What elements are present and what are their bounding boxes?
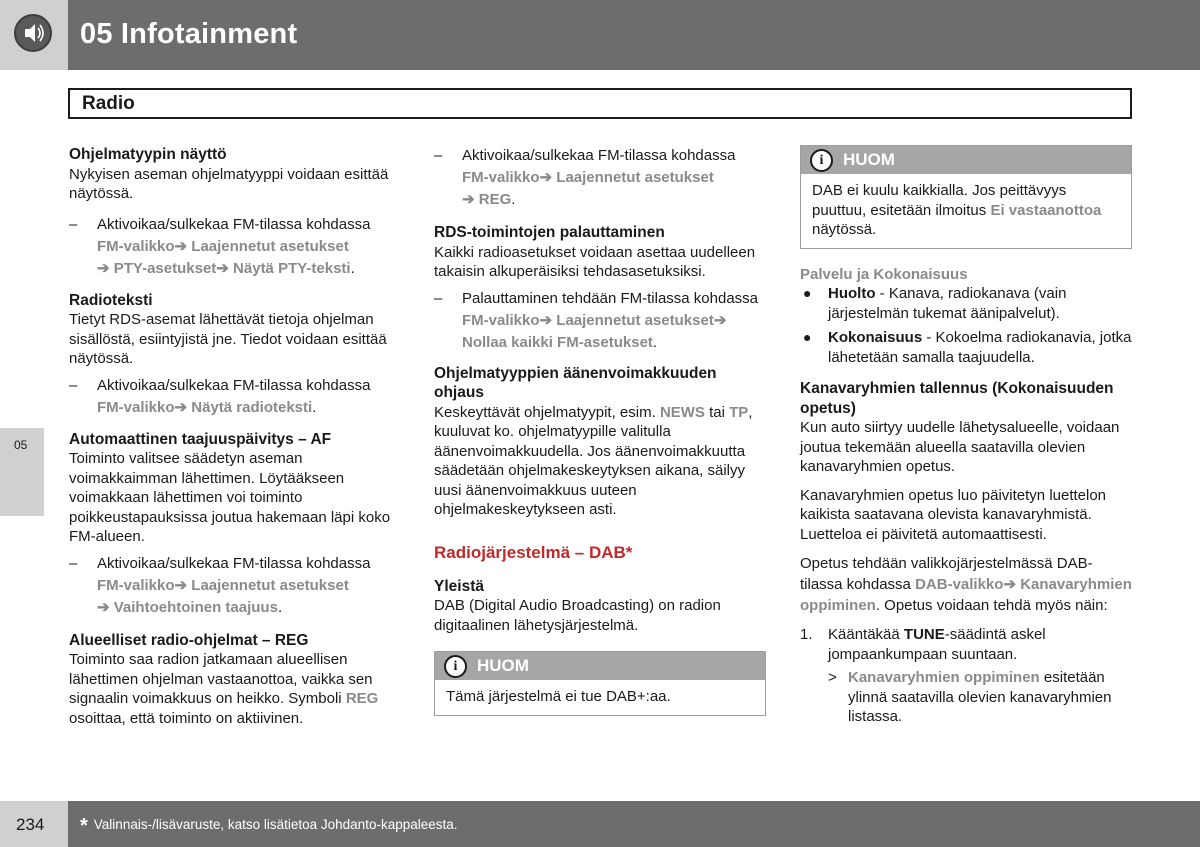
heading-ensemble-store: Kanavaryhmien tallennus (Kokonaisuuden opetus) xyxy=(800,380,1114,417)
note-box-dab-plus xyxy=(434,651,766,716)
heading-service-ensemble: Palvelu ja Kokonaisuus xyxy=(800,265,968,283)
bullet-service: ● Huolto - Kanava, radiokanava (vain järjestelmän tukemat äänipalvelut). xyxy=(803,285,1067,322)
speaker-icon xyxy=(14,14,52,52)
heading-af: Automaattinen taajuuspäivitys – AF xyxy=(69,430,332,448)
heading-radiotext: Radioteksti xyxy=(69,291,153,309)
section-title-box xyxy=(68,88,1132,119)
heading-program-type: Ohjelmatyypin näyttö xyxy=(69,146,227,163)
note-title: HUOM xyxy=(843,150,895,169)
instruction-af: – Aktivoikaa/sulkekaa FM-tilassa kohdassa FM-valikko➔ Laajennetut asetukset ➔ Vaihtoehtoinen taajuus. xyxy=(69,554,371,616)
note-text: DAB ei kuulu kaikkialla. Jos peittävyys puuttuu, esitetään ilmoitus Ei vastaanottoa näytössä. xyxy=(812,182,1102,238)
footnote-star: * xyxy=(80,815,88,837)
bullet-ensemble: ● Kokonaisuus - Kokoelma radiokanavia, jotka lähetetään samalla taajuudella. xyxy=(803,329,1132,366)
chapter-title: 05 Infotainment xyxy=(80,18,298,50)
instruction-reg: – Aktivoikaa/sulkekaa FM-tilassa kohdassa FM-valikko➔ Laajennetut asetukset ➔ REG. xyxy=(434,147,736,208)
heading-rds-reset: RDS-toimintojen palauttaminen xyxy=(434,224,665,241)
text-store-1: Kun auto siirtyy uudelle lähetysalueelle, voidaan joutua tekemään alueella saatavilla olevien kanavaryhmien opetus. xyxy=(800,419,1120,475)
text-af: Toiminto valitsee säädetyn aseman voimakkaimman lähettimen. Löytääkseen voimakkaan lähettimen voi toiminto poikkeustapauksissa joutua hakemaan läpi koko FM-alueen. xyxy=(69,450,391,545)
note-header xyxy=(801,146,1131,174)
column-2 xyxy=(434,145,766,716)
note-header xyxy=(435,652,765,680)
text-volume-control: Keskeyttävät ohjelmatyypit, esim. NEWS tai TP, kuuluvat ko. ohjelmatyypille valitulla äänenvoimakkuudella. Jos äänenvoimakkuutta säädetään ohjelmakeskeytyksen aikana, säilyy uusi äänenvoimakkuus uuteen ohjelmakeskeytykseen asti. xyxy=(434,403,753,518)
note-box-coverage xyxy=(800,145,1132,249)
note-text: Tämä järjestelmä ei tue DAB+:aa. xyxy=(446,688,671,705)
text-radiotext: Tietyt RDS-asemat lähettävät tietoja ohjelman sisällöstä, esiintyjistä jne. Tiedot voidaan esittää näytössä. xyxy=(69,311,387,367)
instruction-rds-reset: – Palauttaminen tehdään FM-tilassa kohdassa FM-valikko➔ Laajennetut asetukset➔ Nollaa kaikki FM-asetukset. xyxy=(434,289,759,351)
step-1: 1. Kääntäkää TUNE-säädintä askel jompaankumpaan suuntaan. xyxy=(800,626,1046,663)
step-1-result: > Kanavaryhmien oppiminen esitetään ylinnä saatavilla olevien kanavaryhmien listassa. xyxy=(828,669,1112,725)
heading-reg: Alueelliset radio-ohjelmat – REG xyxy=(69,631,309,649)
section-title: Radio xyxy=(82,93,135,114)
text-general: DAB (Digital Audio Broadcasting) on radion digitaalinen lähetysjärjestelmä. xyxy=(434,597,721,634)
heading-general: Yleistä xyxy=(434,577,484,595)
text-rds-reset: Kaikki radioasetukset voidaan asettaa uudelleen takaisin alkuperäisiksi tehdasasetuksiksi. xyxy=(434,243,756,280)
heading-dab: Radiojärjestelmä – DAB* xyxy=(434,542,633,562)
chapter-side-tab xyxy=(0,428,44,516)
text-program-type: Nykyisen aseman ohjelmatyyppi voidaan esittää näytössä. xyxy=(69,165,389,202)
column-1 xyxy=(69,145,401,728)
footnote-text: Valinnais-/lisävaruste, katso lisätietoa Johdanto-kappaleesta. xyxy=(93,817,458,832)
text-store-2: Kanavaryhmien opetus luo päivitetyn luettelon kaikista saatavana olevista kanavaryhmistä. Luetteloa ei päivitetä automaattisesti. xyxy=(800,486,1107,543)
heading-volume-control: Ohjelmatyyppien äänenvoimakkuuden ohjaus xyxy=(434,364,717,401)
chapter-tab-label: 05 xyxy=(14,438,28,452)
footnote xyxy=(80,815,458,838)
instruction-radiotext: – Aktivoikaa/sulkekaa FM-tilassa kohdassa FM-valikko➔ Näytä radioteksti. xyxy=(69,376,371,416)
text-reg: Toiminto saa radion jatkamaan alueellisen lähettimen ohjelman vastaanottoa, vaikka sen signaalin voimakkuus on heikko. Symboli REG osoittaa, että toiminto on aktiivinen. xyxy=(69,651,379,727)
column-3 xyxy=(800,145,1132,727)
text-store-3: Opetus tehdään valikkojärjestelmässä DAB-tilassa kohdassa DAB-valikko➔ Kanavaryhmien oppiminen. Opetus voidaan tehdä myös näin: xyxy=(800,555,1132,614)
info-icon: i xyxy=(810,149,833,172)
instruction-program-type: – Aktivoikaa/sulkekaa FM-tilassa kohdassa FM-valikko➔ Laajennetut asetukset ➔ PTY-asetukset➔ Näytä PTY-teksti. xyxy=(69,215,371,277)
page-number: 234 xyxy=(16,815,45,834)
info-icon: i xyxy=(444,655,467,678)
note-title: HUOM xyxy=(477,656,529,675)
